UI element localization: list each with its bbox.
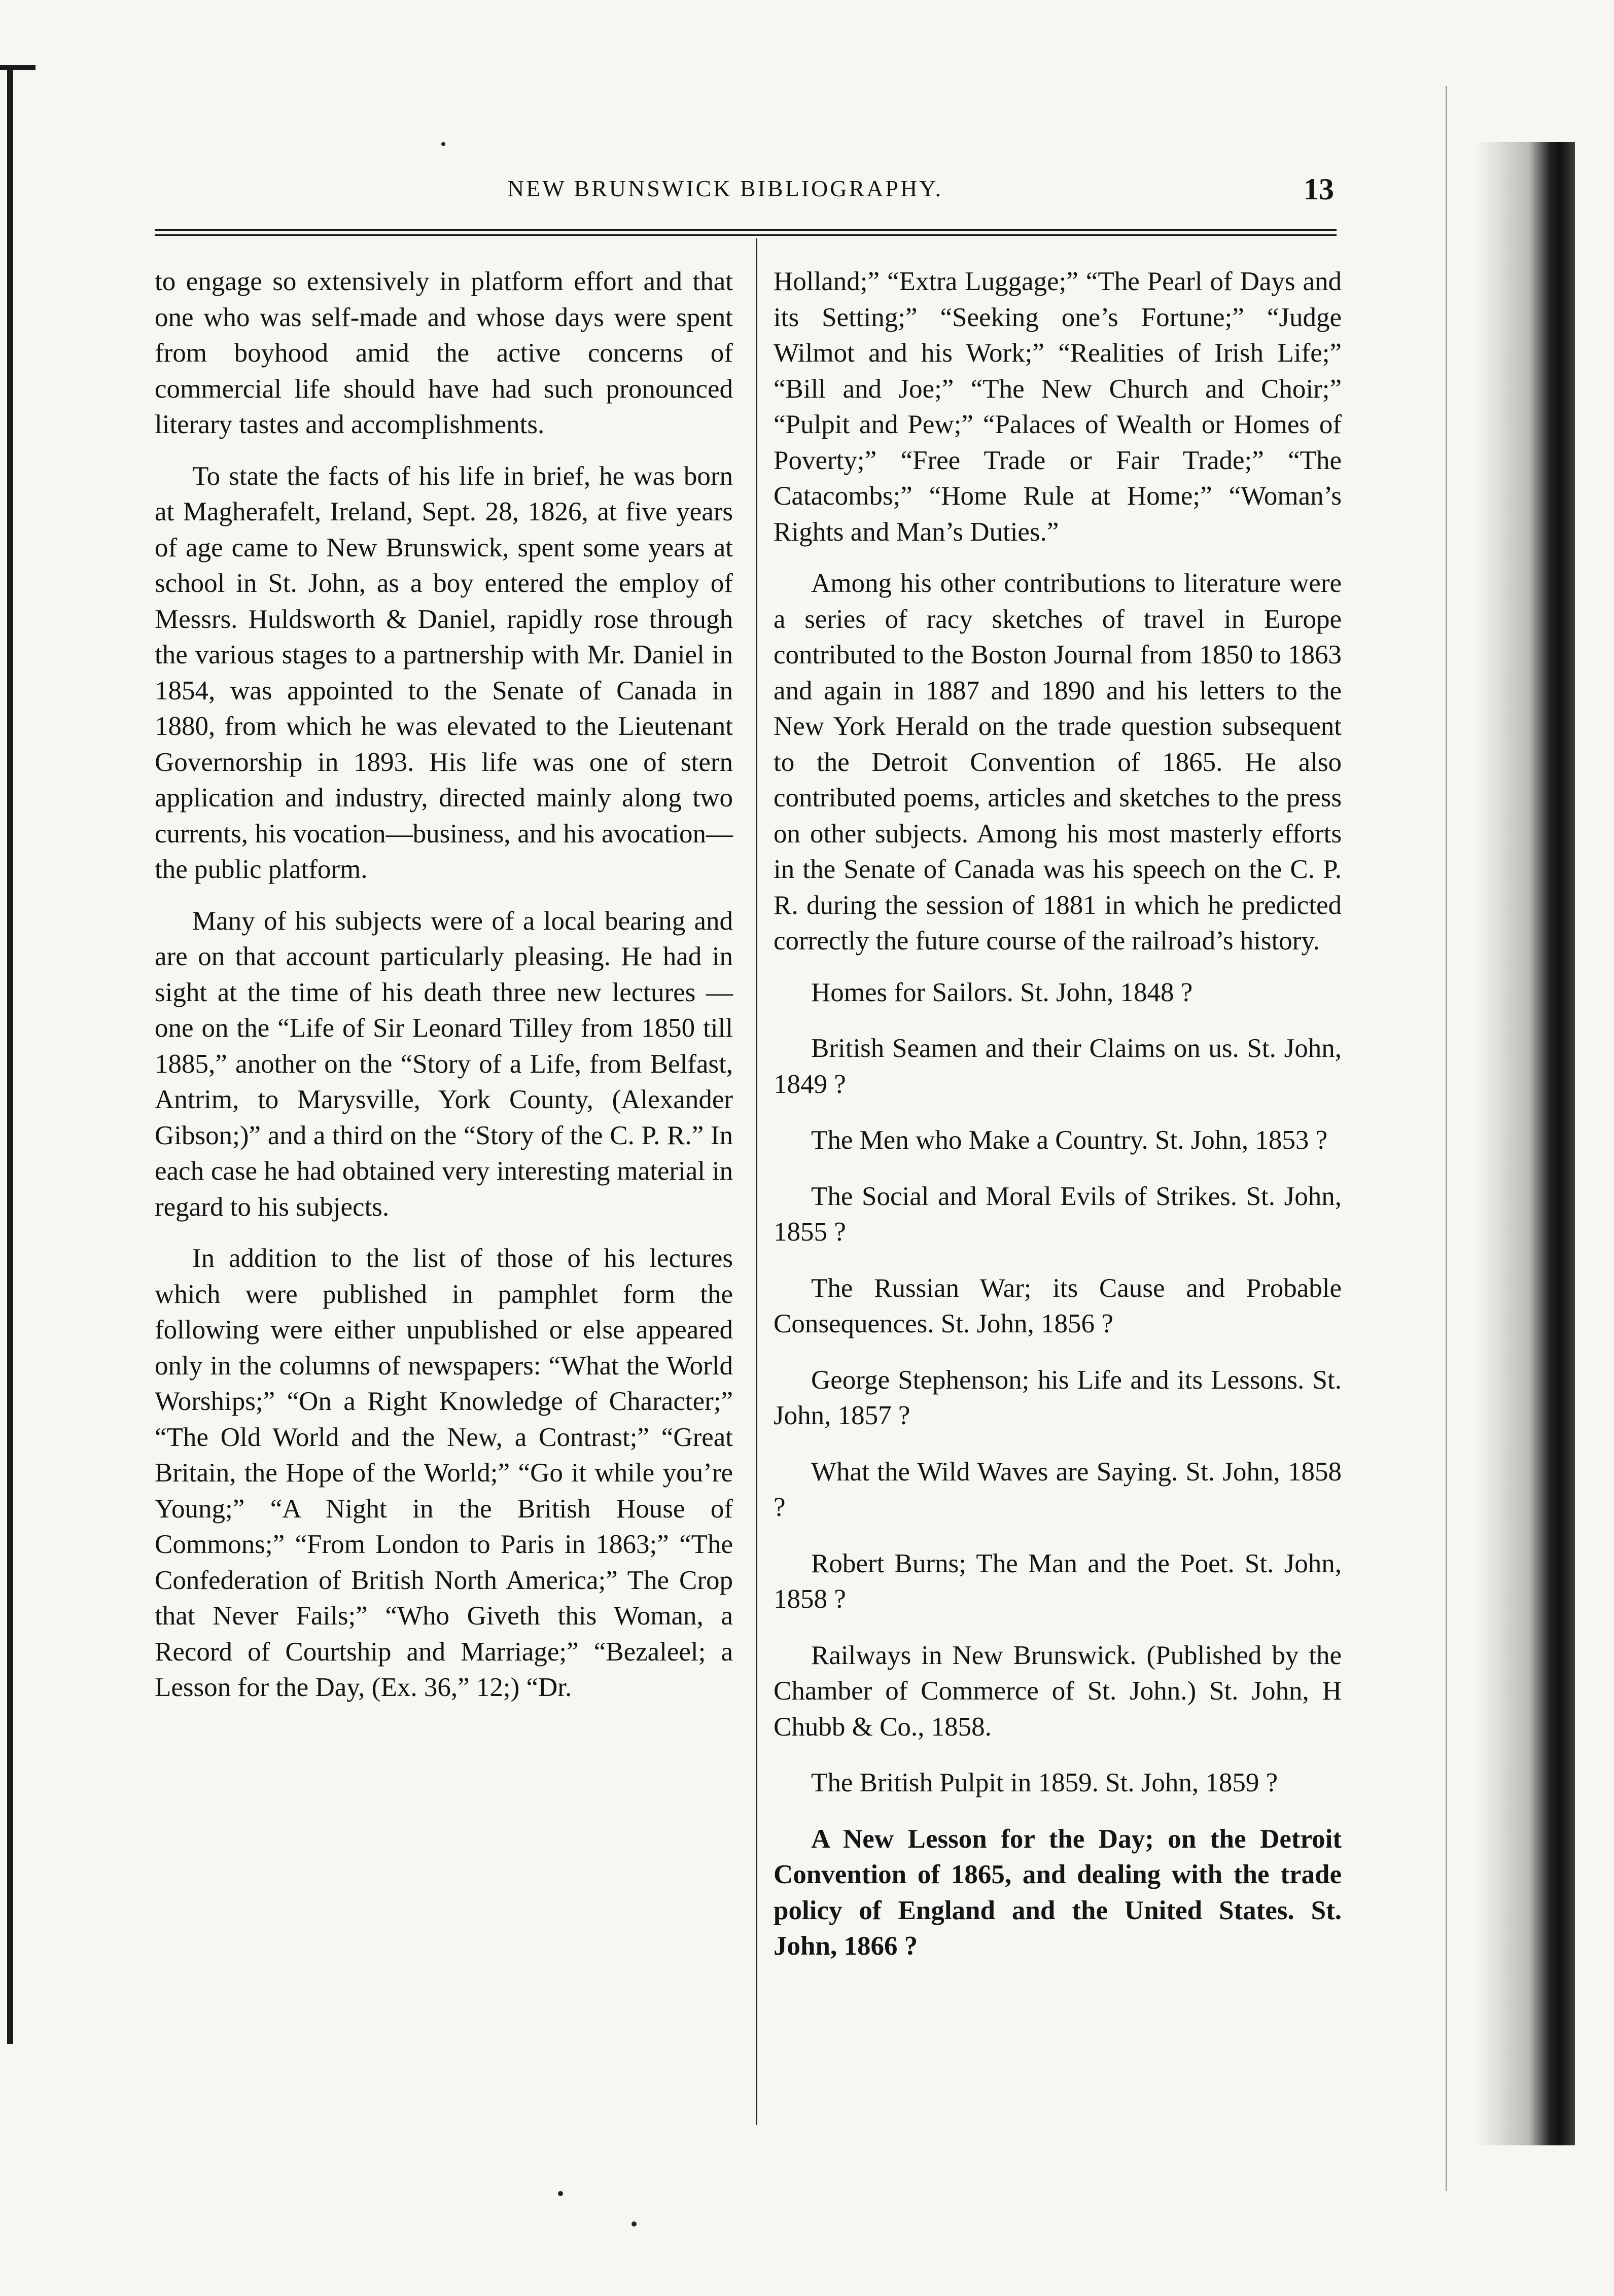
paragraph: Holland;” “Extra Luggage;” “The Pearl of Days and its Setting;” “Seeking one’s Fortune;” “Judge Wilmot and his Work;” “Realities of Irish Life;” “Bill and Joe;” “The New Church and Choir;” “Pulpit and Pew;” “Palaces of Wealth or Homes of Poverty;” “Free Trade or Fair Trade;” “The Catacombs;” “Home Rule at Home;” “Woman’s Rights and Man’s Duties.” — [774, 267, 1342, 547]
paragraph: Among his other contributions to literature were a series of racy sketches of travel in Europe contributed to the Boston Journal from 1850 to 1863 and again in 1887 and 1890 and his letters to the New York Herald on the trade question subsequent to the Detroit Convention of 1865. He also contributed poems, articles and sketches to the press on other subjects. Among his most masterly efforts in the Senate of Canada was his speech on the C. P. R. during the session of 1881 in which he predicted correctly the future course of the railroad’s history. — [774, 569, 1342, 956]
bibliography-entry: George Stephenson; his Life and its Lessons. St. John, 1857 ? — [774, 1365, 1342, 1430]
header-rule-top — [155, 229, 1337, 231]
running-title: NEW BRUNSWICK BIBLIOGRAPHY. — [507, 175, 943, 201]
binding-mark — [0, 65, 36, 70]
bibliography-entry: Robert Burns; The Man and the Poet. St. John, 1858 ? — [774, 1548, 1342, 1614]
header-rule-bottom — [155, 234, 1337, 236]
page-number: 13 — [1304, 172, 1334, 206]
paragraph: In addition to the list of those of his lectures which were published in pamphlet form the following were either unpublished or else appeared only in the columns of newspapers: “What the World Worships;” “On a Right Knowledge of Character;” “The Old World and the New, a Contrast;” “Great Britain, the Hope of the World;” “Go it while you’re Young;” “A Night in the British House of Commons;” “From London to Paris in 1863;” “The Confederation of British North America;” The Crop that Never Fails;” “Who Giveth this Woman, a Record of Courtship and Marriage;” “Bezaleel; a Lesson for the Day, (Ex. 36,” 12;) “Dr. — [155, 1244, 733, 1702]
bibliography-entry: The Men who Make a Country. St. John, 1853 ? — [811, 1125, 1328, 1155]
right-column — [774, 264, 1342, 1985]
scan-speck — [441, 142, 445, 146]
scan-shadow-edge — [1473, 142, 1575, 2145]
scan-speck — [558, 2191, 563, 2196]
bibliography-entry: Railways in New Brunswick. (Published by the Chamber of Commerce of St. John.) St. John, H Chubb & Co., 1858. — [774, 1640, 1342, 1742]
binding-edge — [7, 66, 13, 2044]
scan-speck — [631, 2221, 637, 2227]
bibliography-entry: What the Wild Waves are Saying. St. John, 1858 ? — [774, 1457, 1342, 1522]
bibliography-entry: The Russian War; its Cause and Probable Consequences. St. John, 1856 ? — [774, 1273, 1342, 1338]
bibliography-entry: The Social and Moral Evils of Strikes. St. John, 1855 ? — [774, 1181, 1342, 1247]
page-fold-line — [1446, 86, 1447, 2191]
bibliography-entry: A New Lesson for the Day; on the Detroit Convention of 1865, and dealing with the trade policy of England and the United States. St. John, 1866 ? — [774, 1824, 1342, 1961]
page-header — [152, 172, 1334, 221]
bibliography-entry: Homes for Sailors. St. John, 1848 ? — [811, 977, 1193, 1007]
bibliography-entry: British Seamen and their Claims on us. St. John, 1849 ? — [774, 1034, 1342, 1099]
left-column — [155, 264, 733, 1721]
paragraph: To state the facts of his life in brief, he was born at Magherafelt, Ireland, Sept. 28, 1826, at five years of age came to New Brunswick, spent some years at school in St. John, as a boy entered the employ of Messrs. Huldsworth & Daniel, rapidly rose through the various stages to a partnership with Mr. Daniel in 1854, was appointed to the Senate of Canada in 1880, from which he was elevated to the Lieutenant Governorship in 1893. His life was one of stern application and industry, directed mainly along two currents, his vocation—business, and his avocation—the public platform. — [155, 461, 733, 884]
paragraph: to engage so extensively in platform effort and that one who was self-made and whose days were spent from boyhood amid the active concerns of commercial life should have had such pronounced literary tastes and accomplishments. — [155, 267, 733, 439]
paragraph: Many of his subjects were of a local bearing and are on that account particularly pleasing. He had in sight at the time of his death three new lectures —one on the “Life of Sir Leonard Tilley from 1850 till 1885,” another on the “Story of a Life, from Belfast, Antrim, to Marysville, York County, (Alexander Gibson;)” and a third on the “Story of the C. P. R.” In each case he had obtained very interesting material in regard to his subjects. — [155, 906, 733, 1222]
bibliography-entry: The British Pulpit in 1859. St. John, 1859 ? — [811, 1768, 1278, 1797]
column-divider — [756, 238, 757, 2125]
